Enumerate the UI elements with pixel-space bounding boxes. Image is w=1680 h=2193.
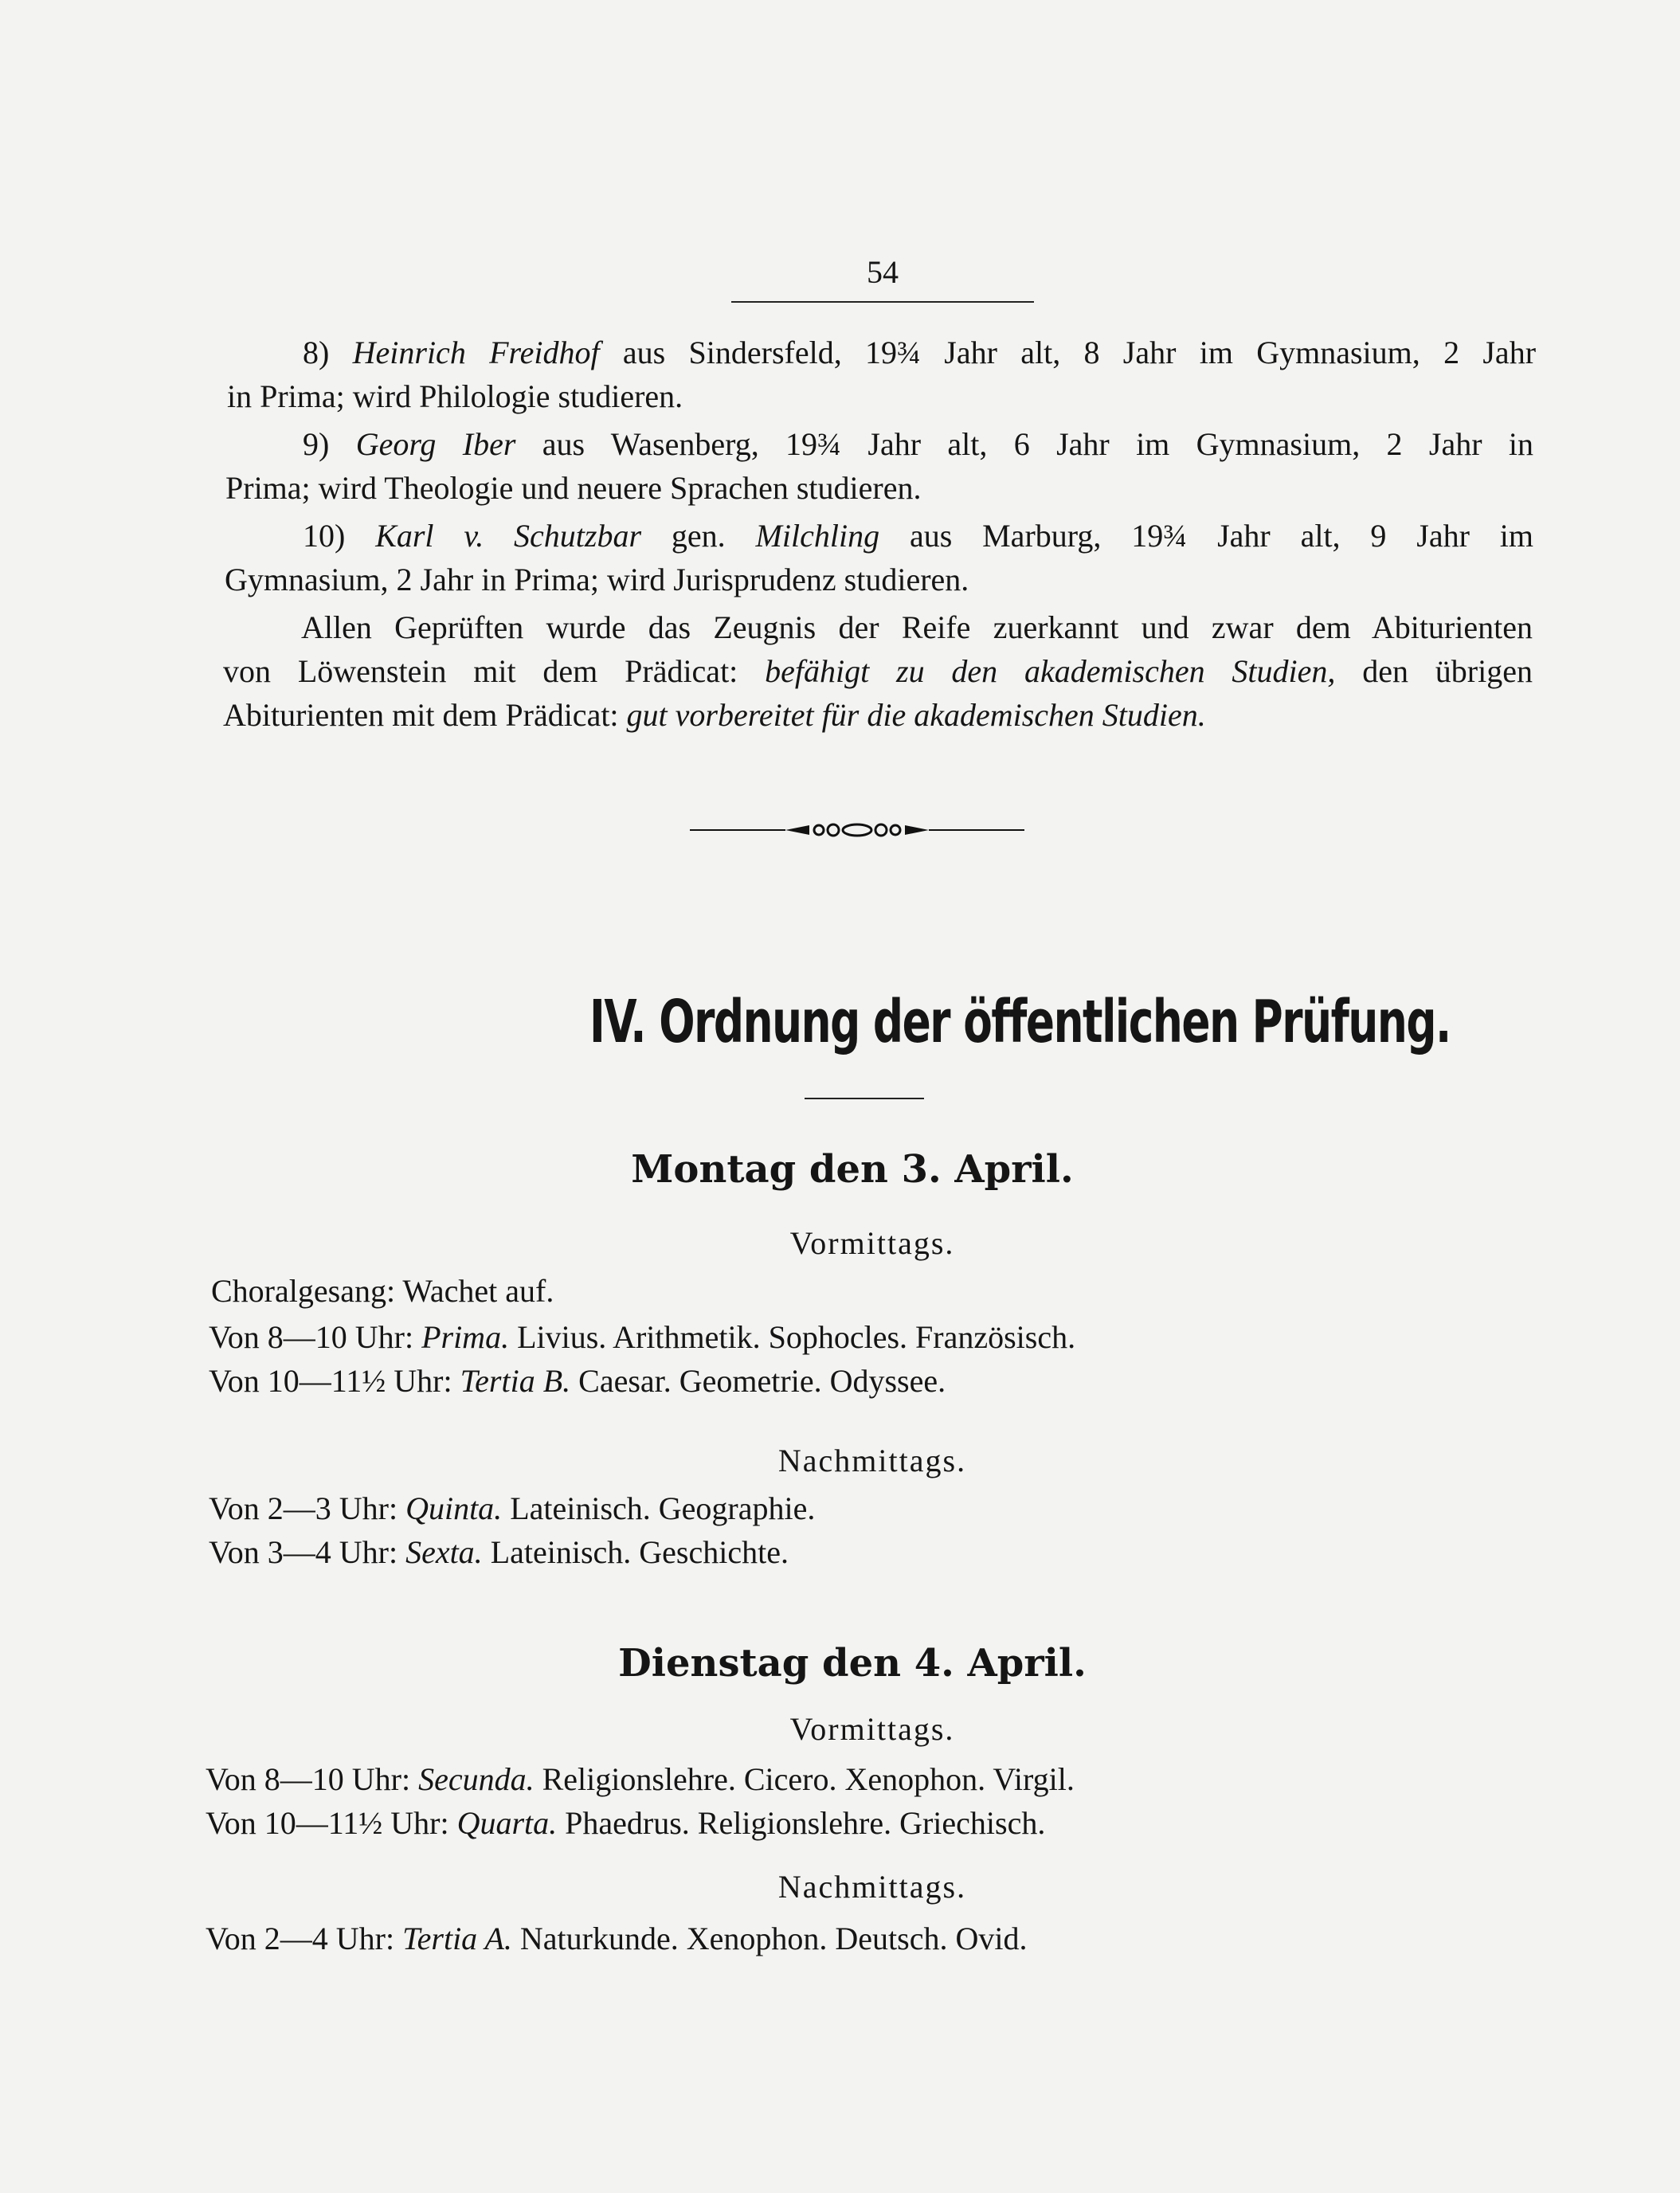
entry-9-line1: 9) Georg Iber aus Wasenberg, 19¾ Jahr alt, 6 Jahr im Gymnasium, 2 Jahr in bbox=[303, 426, 1533, 462]
entry-10-line2: Gymnasium, 2 Jahr in Prima; wird Jurisprudenz studieren. bbox=[225, 562, 969, 597]
afternoon-label: Nachmittags. bbox=[777, 1443, 967, 1478]
closing-line1: Allen Geprüften wurde das Zeugnis der Reife zuerkannt und zwar dem Abiturienten bbox=[301, 609, 1533, 645]
ornament-divider bbox=[690, 818, 1024, 842]
page-number: 54 bbox=[867, 254, 899, 290]
entry-10-line1: 10) Karl v. Schutzbar gen. Milchling aus Marburg, 19¾ Jahr alt, 9 Jahr im bbox=[303, 518, 1533, 554]
schedule-row: Von 2—3 Uhr: Quinta. Lateinisch. Geographie. bbox=[209, 1490, 816, 1526]
student-name: Heinrich Freidhof bbox=[352, 335, 600, 370]
morning-label: Vormittags. bbox=[789, 1711, 955, 1747]
afternoon-label: Nachmittags. bbox=[777, 1869, 967, 1905]
closing-line3: Abiturienten mit dem Prädicat: gut vorbereitet für die akademischen Studien. bbox=[223, 697, 1206, 733]
student-name: Karl v. Schutzbar bbox=[375, 518, 642, 554]
class-name: Prima. bbox=[421, 1319, 510, 1355]
heading-rule bbox=[805, 1098, 924, 1099]
schedule-row: Von 2—4 Uhr: Tertia A. Naturkunde. Xenophon. Deutsch. Ovid. bbox=[206, 1921, 1028, 1956]
header-rule bbox=[731, 301, 1034, 303]
class-name: Quinta. bbox=[405, 1490, 503, 1526]
class-name: Tertia A. bbox=[402, 1921, 512, 1956]
schedule-row: Von 8—10 Uhr: Prima. Livius. Arithmetik. Sophocles. Französisch. bbox=[209, 1319, 1076, 1355]
class-name: Sexta. bbox=[405, 1534, 483, 1570]
schedule-row: Von 10—11½ Uhr: Tertia B. Caesar. Geometrie. Odyssee. bbox=[209, 1363, 946, 1399]
class-name: Secunda. bbox=[418, 1761, 535, 1797]
entry-9-line2: Prima; wird Theologie und neuere Sprachen studieren. bbox=[225, 470, 922, 506]
section-heading: IV. Ordnung der öffentlichen Prüfung. bbox=[589, 988, 1451, 1056]
class-name: Quarta. bbox=[456, 1805, 558, 1841]
choral-line: Choralgesang: Wachet auf. bbox=[211, 1273, 554, 1309]
day-heading-tuesday: Dienstag den 4. April. bbox=[618, 1641, 1087, 1686]
entry-8-line1: 8) Heinrich Freidhof aus Sindersfeld, 19¾ Jahr alt, 8 Jahr im Gymnasium, 2 Jahr bbox=[303, 335, 1537, 370]
morning-label: Vormittags. bbox=[789, 1225, 955, 1261]
schedule-row: Von 8—10 Uhr: Secunda. Religionslehre. Cicero. Xenophon. Virgil. bbox=[206, 1761, 1075, 1797]
student-name: Georg Iber bbox=[355, 426, 516, 462]
day-heading-monday: Montag den 3. April. bbox=[631, 1147, 1074, 1192]
closing-line2: von Löwenstein mit dem Prädicat: befähigt zu den akademischen Studien, den übrigen bbox=[223, 653, 1533, 689]
schedule-row: Von 10—11½ Uhr: Quarta. Phaedrus. Religionslehre. Griechisch. bbox=[206, 1805, 1046, 1841]
student-name-2: Milchling bbox=[755, 518, 880, 554]
entry-8-line2: in Prima; wird Philologie studieren. bbox=[227, 378, 683, 414]
schedule-row: Von 3—4 Uhr: Sexta. Lateinisch. Geschichte. bbox=[209, 1534, 789, 1570]
class-name: Tertia B. bbox=[460, 1363, 571, 1399]
